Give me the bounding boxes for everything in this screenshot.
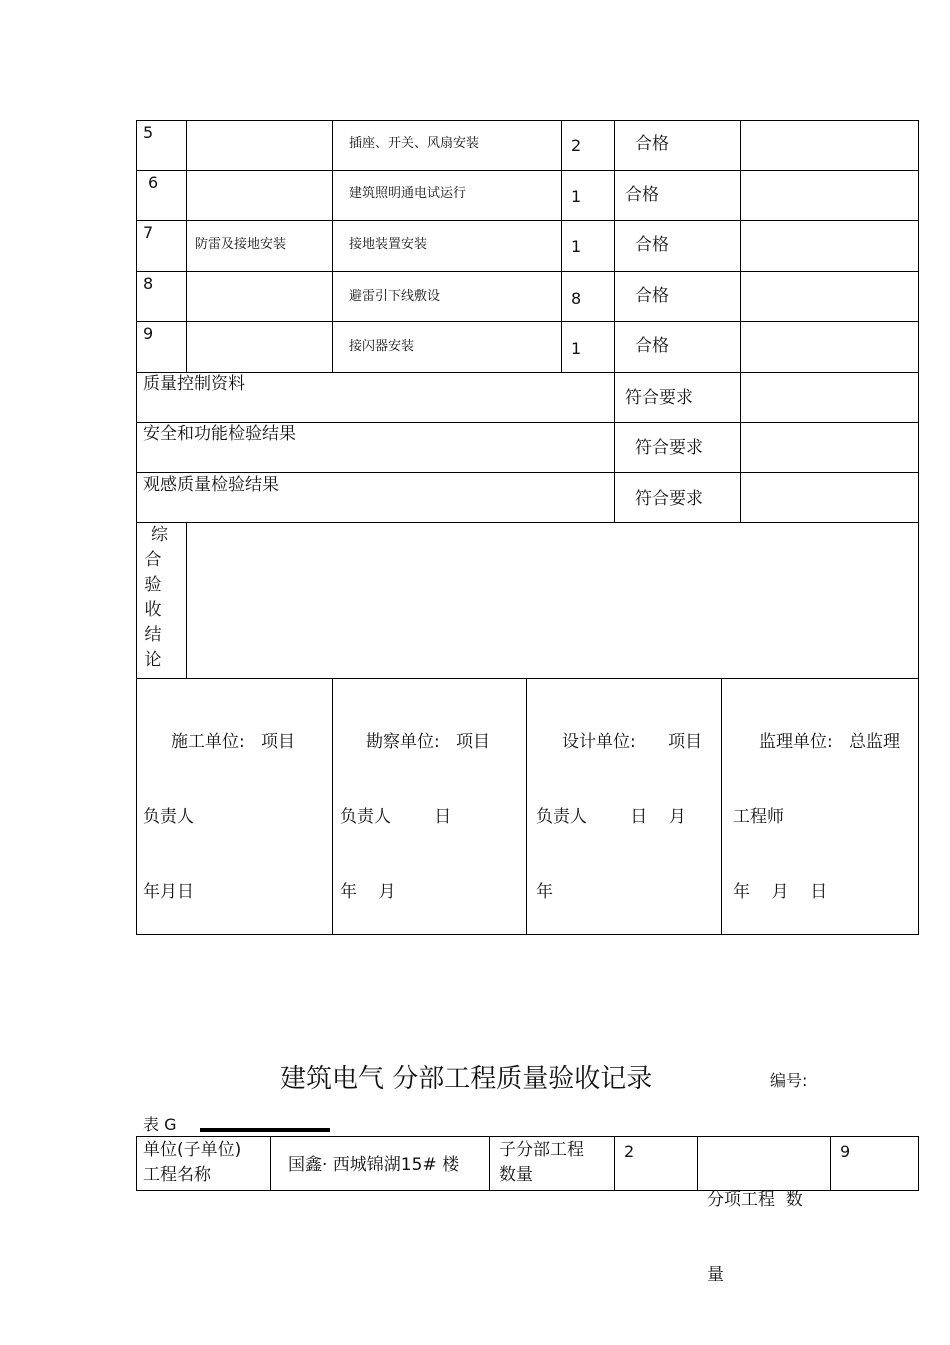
row-number: 5 xyxy=(143,123,154,142)
row-number: 7 xyxy=(143,223,154,242)
summary-result: 符合要求 xyxy=(635,438,703,458)
signature-supervision: 监理单位: 总监理 工程师 年 月 日 xyxy=(733,732,900,902)
row-count: 2 xyxy=(571,136,582,155)
conclusion-char: 合 xyxy=(144,550,162,570)
code-label: 编号: xyxy=(770,1071,808,1090)
subsection-count: 2 xyxy=(624,1142,635,1161)
summary-result: 符合要求 xyxy=(625,388,693,408)
row-number: 6 xyxy=(148,173,159,192)
row-item: 建筑照明通电试运行 xyxy=(349,186,467,201)
row-result: 合格 xyxy=(635,336,669,356)
row-number: 9 xyxy=(143,324,154,343)
page-title: 建筑电气 分部工程质量验收记录 xyxy=(280,1064,653,1094)
summary-label: 安全和功能检验结果 xyxy=(143,424,296,444)
unit-name-label: 单位(子单位) 工程名称 xyxy=(143,1140,242,1185)
conclusion-char: 综 xyxy=(151,525,168,545)
row-item: 插座、开关、风扇安装 xyxy=(349,136,480,151)
row-subsection: 防雷及接地安装 xyxy=(195,237,287,252)
row-number: 8 xyxy=(143,274,154,293)
summary-result: 符合要求 xyxy=(635,489,703,509)
row-count: 8 xyxy=(571,289,582,308)
conclusion-label xyxy=(143,523,168,673)
row-item: 接地装置安装 xyxy=(349,237,428,252)
signature-construction: 施工单位: 项目 负责人 年月日 xyxy=(143,732,295,902)
summary-label: 质量控制资料 xyxy=(143,374,245,394)
item-count: 9 xyxy=(840,1142,851,1161)
signature-survey: 勘察单位: 项目 负责人 日 年 月 xyxy=(340,732,490,902)
row-result: 合格 xyxy=(635,235,669,255)
row-result: 合格 xyxy=(635,286,669,306)
signature-design: 设计单位: 项目 负责人 日 月 年 xyxy=(536,732,703,902)
project-name: 国鑫· 西城锦湖15# 楼 xyxy=(288,1155,460,1175)
row-result: 合格 xyxy=(635,134,669,154)
underline xyxy=(200,1128,330,1132)
row-count: 1 xyxy=(571,187,582,206)
conclusion-char: 结 xyxy=(144,625,162,645)
conclusion-char: 论 xyxy=(144,650,162,670)
row-item: 避雷引下线敷设 xyxy=(349,289,441,304)
row-item: 接闪器安装 xyxy=(349,339,415,354)
table-label: 表 G xyxy=(143,1115,177,1134)
row-count: 1 xyxy=(571,237,582,256)
row-result: 合格 xyxy=(625,185,659,205)
row-count: 1 xyxy=(571,339,582,358)
conclusion-char: 收 xyxy=(144,600,162,620)
conclusion-char: 验 xyxy=(144,575,162,595)
subsection-count-label: 子分部工程 数量 xyxy=(499,1140,584,1185)
summary-label: 观感质量检验结果 xyxy=(143,475,279,495)
item-count-label: 分项工程 数 量 xyxy=(707,1190,803,1285)
